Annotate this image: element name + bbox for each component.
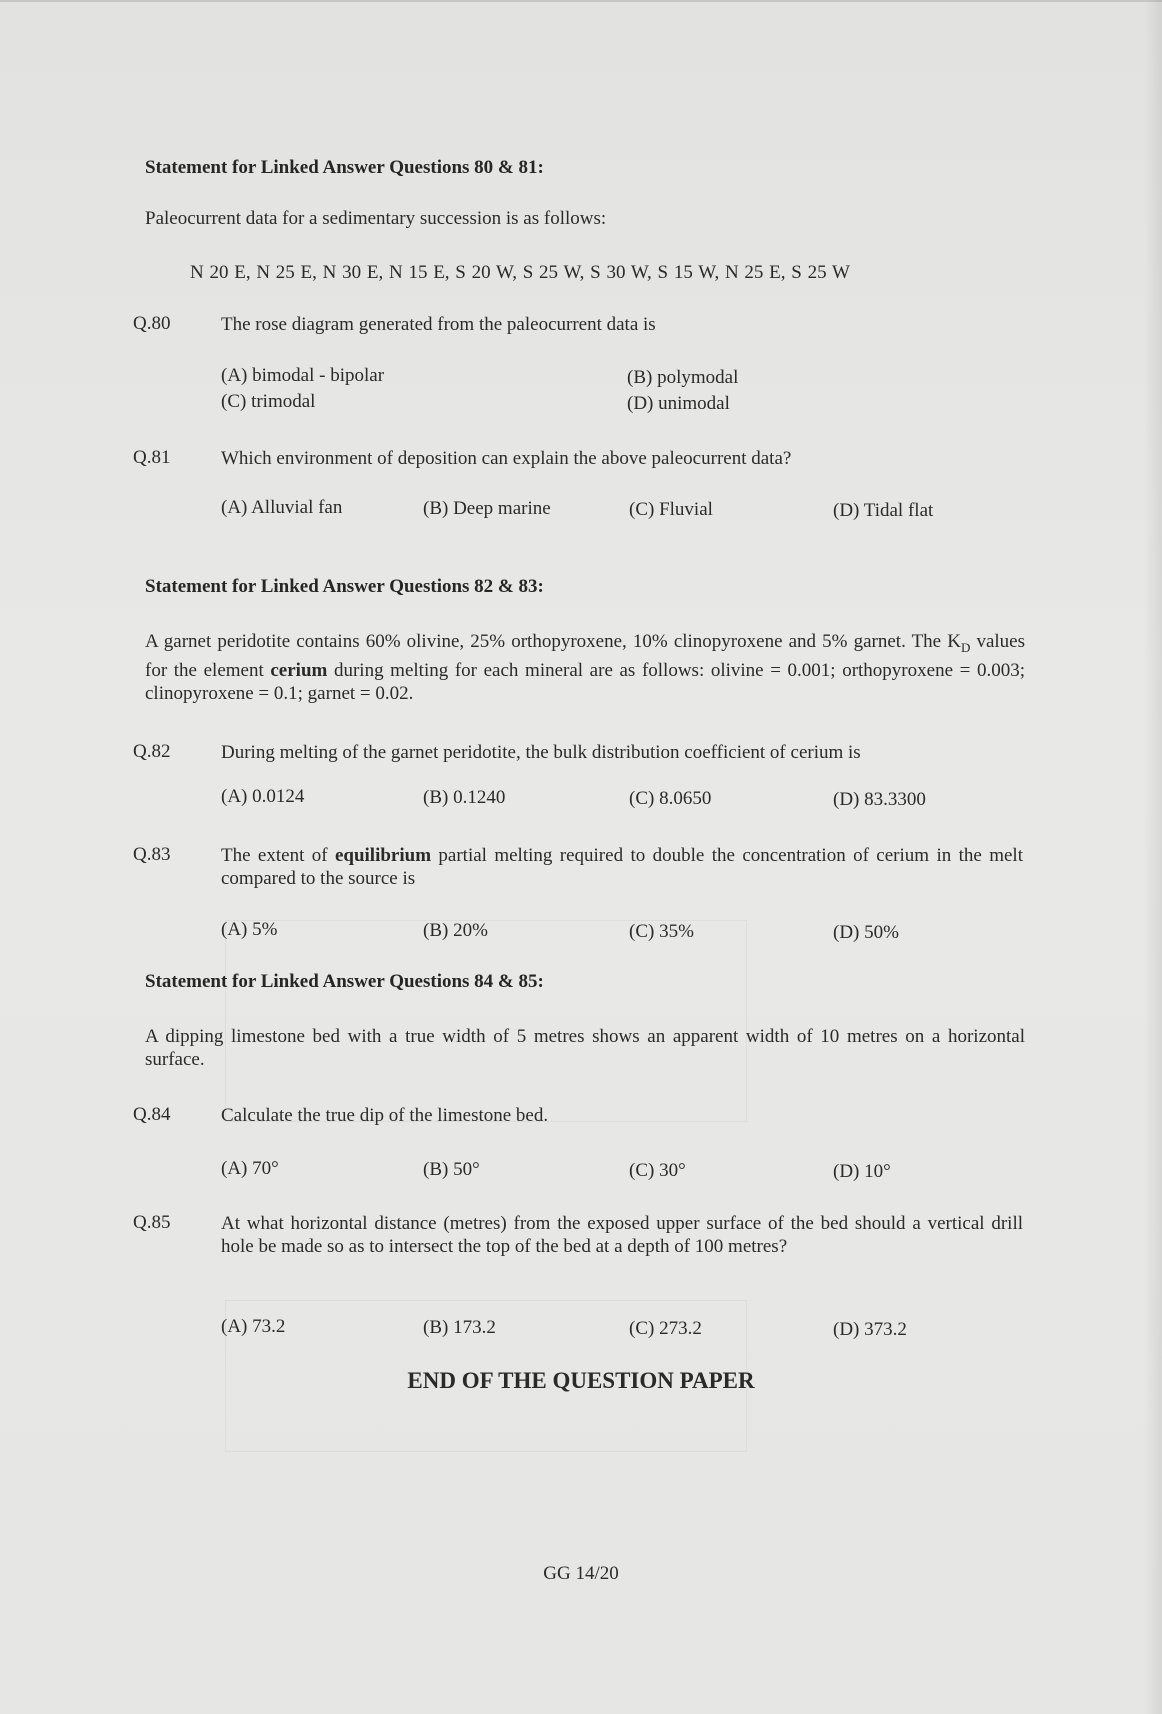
- question-text: [221, 844, 1023, 890]
- para-text: during melting for each mineral are as follows: olivine = 0.001; orthopyroxene = 0.003; clinopyroxene = 0.1; garnet = 0.02.: [145, 659, 1025, 704]
- linked-statement-82-83: Statement for Linked Answer Questions 82 & 83:: [145, 576, 544, 597]
- question-text-part: The extent of: [221, 845, 335, 866]
- linked-statement-80-81: Statement for Linked Answer Questions 80 & 81:: [145, 157, 544, 178]
- option-d: (D) 83.3300: [833, 789, 926, 810]
- option-c: (C) 8.0650: [629, 788, 712, 809]
- para-subscript: D: [960, 639, 971, 655]
- linked-statement-84-85: Statement for Linked Answer Questions 84 & 85:: [145, 971, 544, 992]
- question-text: During melting of the garnet peridotite, the bulk distribution coefficient of cerium is: [221, 742, 861, 763]
- option-b: (B) 20%: [423, 920, 488, 941]
- option-b: (B) Deep marine: [423, 498, 551, 519]
- linked-para-84-85: A dipping limestone bed with a true width of 5 metres shows an apparent width of 10 metres on a horizontal surface.: [145, 1026, 1025, 1070]
- option-a: (A) 0.0124: [221, 786, 305, 807]
- option-d: (D) 10°: [833, 1161, 891, 1182]
- option-d: (D) 50%: [833, 922, 899, 943]
- question-text: Which environment of deposition can explain the above paleocurrent data?: [221, 448, 792, 469]
- option-c: (C) 35%: [629, 921, 694, 942]
- option-a: (A) bimodal - bipolar: [221, 365, 385, 386]
- question-number: Q.80: [133, 313, 171, 334]
- question-text: Calculate the true dip of the limestone bed.: [221, 1105, 549, 1126]
- option-d: (D) Tidal flat: [833, 500, 934, 521]
- question-bold-term: equilibrium: [334, 845, 432, 866]
- option-c: (C) 30°: [629, 1160, 686, 1181]
- option-b: (B) 173.2: [423, 1317, 496, 1338]
- option-c: (C) Fluvial: [629, 499, 713, 520]
- linked-para-82-83: [145, 630, 1025, 705]
- option-a: (A) 70°: [221, 1158, 279, 1179]
- question-number: Q.84: [133, 1104, 171, 1125]
- linked-intro-80-81: Paleocurrent data for a sedimentary succession is as follows:: [145, 208, 607, 229]
- option-d: (D) unimodal: [627, 393, 730, 414]
- option-b: (B) polymodal: [627, 367, 739, 388]
- end-of-paper-heading: END OF THE QUESTION PAPER: [407, 1368, 755, 1393]
- option-c: (C) trimodal: [221, 391, 316, 412]
- para-text: values for the element: [145, 631, 1025, 681]
- question-text: At what horizontal distance (metres) from the exposed upper surface of the bed should a vertical drill hole be made so as to intersect the top of the bed at a depth of 100 metres?: [221, 1213, 1023, 1257]
- paleocurrent-data: N 20 E, N 25 E, N 30 E, N 15 E, S 20 W, S 25 W, S 30 W, S 15 W, N 25 E, S 25 W: [190, 262, 850, 283]
- page-footer: GG 14/20: [543, 1563, 619, 1584]
- option-a: (A) 73.2: [221, 1316, 286, 1337]
- show-through-artifact: [225, 920, 747, 1122]
- question-text: The rose diagram generated from the paleocurrent data is: [221, 314, 656, 335]
- page-edge-shadow: [1144, 0, 1162, 1714]
- question-number: Q.82: [133, 741, 171, 762]
- question-number: Q.83: [133, 844, 171, 865]
- para-text: A garnet peridotite contains 60% olivine, 25% orthopyroxene, 10% clinopyroxene and 5% garnet. The K: [145, 631, 961, 652]
- question-text-part: partial melting required to double the concentration of cerium in the melt compared to the source is: [221, 845, 1023, 889]
- option-d: (D) 373.2: [833, 1319, 907, 1340]
- option-c: (C) 273.2: [629, 1318, 702, 1339]
- option-b: (B) 0.1240: [423, 787, 506, 808]
- option-a: (A) 5%: [221, 919, 278, 940]
- para-bold-term: cerium: [270, 659, 328, 681]
- question-number: Q.81: [133, 447, 171, 468]
- option-a: (A) Alluvial fan: [221, 497, 343, 518]
- question-number: Q.85: [133, 1212, 171, 1233]
- page-top-edge: [0, 0, 1162, 2]
- option-b: (B) 50°: [423, 1159, 480, 1180]
